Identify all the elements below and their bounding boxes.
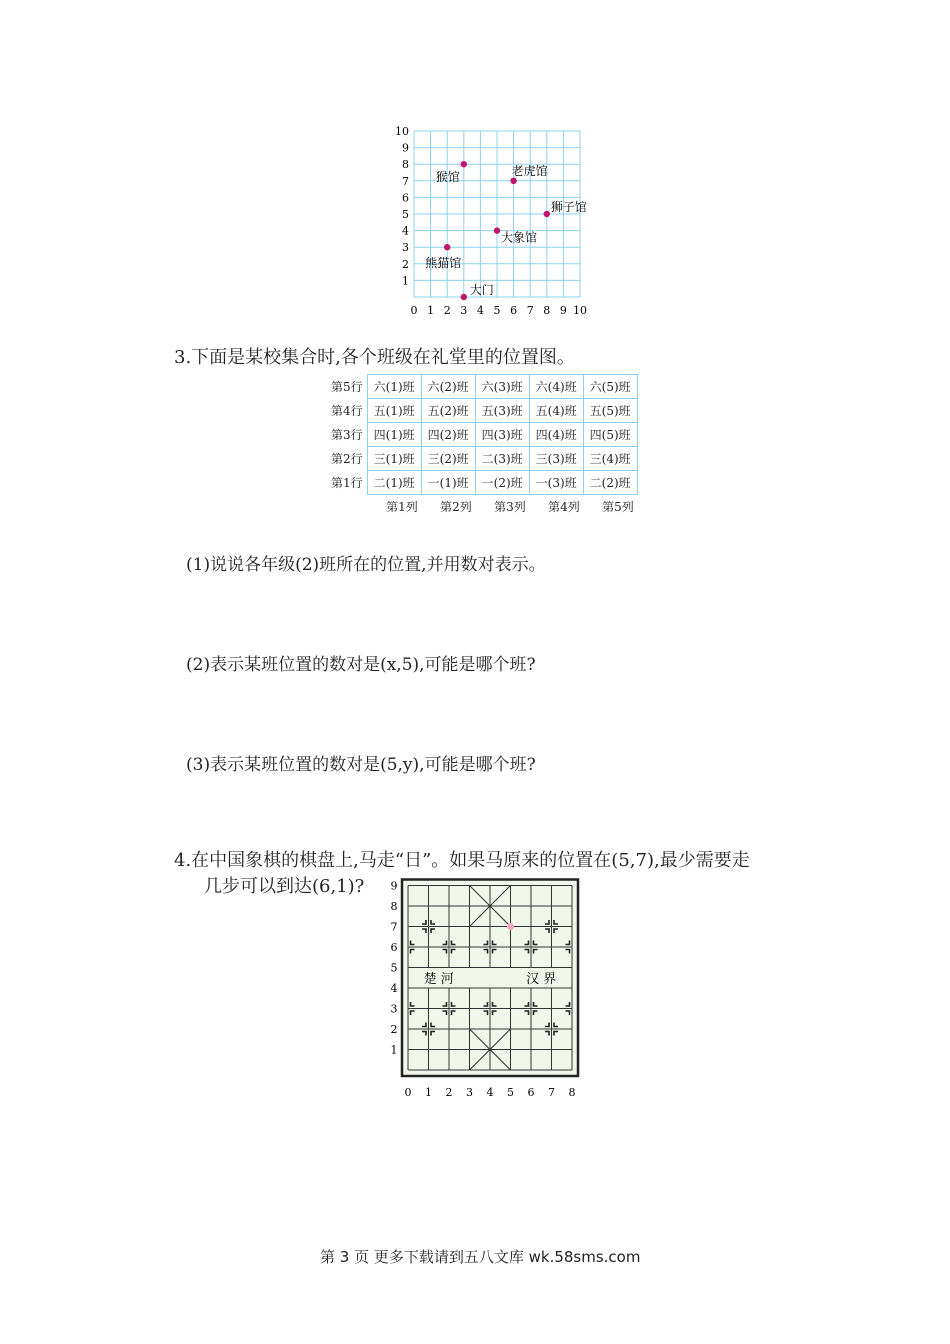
x-tick-label: 3	[466, 1086, 473, 1099]
y-tick-label: 5	[390, 961, 398, 975]
x-tick-label: 2	[445, 1086, 453, 1099]
class-cell: 五(5)班	[583, 399, 637, 423]
horse-position-dot	[507, 923, 514, 930]
class-cell: 二(2)班	[583, 471, 637, 495]
row-label: 第3行	[331, 428, 363, 442]
x-tick-label: 0	[410, 304, 418, 317]
x-tick-label: 1	[425, 1086, 432, 1099]
class-cell: 六(5)班	[583, 375, 637, 399]
row-label: 第4行	[331, 404, 363, 418]
class-position-table	[330, 374, 638, 495]
class-cell: 五(3)班	[475, 399, 529, 423]
x-tick-label: 3	[460, 304, 468, 317]
column-label: 第5列	[602, 500, 634, 514]
y-tick-label: 3	[390, 1002, 398, 1016]
location-point	[494, 227, 500, 233]
column-label: 第4列	[548, 500, 580, 514]
location-label: 猴馆	[435, 170, 460, 185]
x-tick-label: 6	[510, 304, 518, 317]
class-cell: 二(3)班	[475, 447, 529, 471]
class-cell: 一(1)班	[421, 471, 475, 495]
y-tick-label: 9	[402, 141, 409, 155]
row-label: 第2行	[331, 452, 363, 466]
x-tick-label: 5	[507, 1086, 514, 1099]
class-cell: 五(4)班	[529, 399, 583, 423]
x-tick-label: 10	[573, 304, 587, 317]
question-3-part-2: (2)表示某班位置的数对是(x,5),可能是哪个班?	[186, 655, 536, 675]
class-cell: 四(3)班	[475, 423, 529, 447]
x-tick-label: 4	[486, 1086, 494, 1099]
class-cell: 二(1)班	[367, 471, 421, 495]
class-cell: 五(1)班	[367, 399, 421, 423]
x-tick-label: 7	[548, 1086, 555, 1099]
class-cell: 六(2)班	[421, 375, 475, 399]
y-tick-label: 4	[402, 224, 409, 238]
class-cell: 三(1)班	[367, 447, 421, 471]
y-tick-label: 7	[390, 920, 398, 934]
table-row	[330, 471, 637, 495]
location-label: 熊猫馆	[425, 256, 462, 271]
class-cell: 四(1)班	[367, 423, 421, 447]
class-cell: 四(2)班	[421, 423, 475, 447]
question-3-title: 3.下面是某校集合时,各个班级在礼堂里的位置图。	[174, 347, 575, 368]
y-tick-label: 5	[402, 208, 409, 221]
y-tick-label: 1	[402, 274, 409, 288]
location-label: 大象馆	[501, 230, 538, 245]
question-4-line-1: 4.在中国象棋的棋盘上,马走“日”。如果马原来的位置在(5,7),最少需要走	[174, 850, 750, 871]
y-tick-label: 9	[390, 879, 398, 893]
y-tick-label: 8	[402, 158, 409, 172]
location-label: 狮子馆	[550, 200, 587, 214]
page-footer: 第 3 页 更多下载请到五八文库 wk.58sms.com	[320, 1248, 641, 1266]
class-cell: 三(2)班	[421, 447, 475, 471]
y-tick-label: 2	[402, 257, 409, 271]
class-cell: 六(1)班	[367, 375, 421, 399]
column-labels	[377, 498, 647, 516]
class-cell: 六(4)班	[529, 375, 583, 399]
y-tick-label: 3	[402, 241, 409, 255]
location-point	[461, 294, 467, 300]
x-tick-label: 8	[568, 1086, 576, 1099]
x-tick-label: 2	[443, 304, 451, 317]
column-label: 第3列	[494, 500, 526, 514]
table-row	[330, 375, 637, 399]
location-point	[444, 244, 450, 250]
chinese-chess-board	[380, 879, 590, 1114]
table-row	[330, 447, 637, 471]
class-cell: 三(3)班	[529, 447, 583, 471]
class-cell: 五(2)班	[421, 399, 475, 423]
y-tick-label: 4	[390, 982, 398, 995]
location-point	[510, 178, 516, 184]
x-tick-label: 6	[527, 1086, 535, 1099]
y-tick-label: 7	[402, 174, 409, 188]
question-4-line-2: 几步可以到达(6,1)?	[204, 876, 365, 897]
x-tick-label: 9	[559, 304, 567, 317]
y-tick-label: 8	[390, 900, 398, 913]
question-3-part-1: (1)说说各年级(2)班所在的位置,并用数对表示。	[186, 555, 546, 575]
y-tick-label: 10	[395, 125, 409, 138]
x-tick-label: 8	[543, 304, 551, 317]
class-cell: 四(5)班	[583, 423, 637, 447]
row-label: 第1行	[331, 476, 363, 490]
x-tick-label: 0	[404, 1086, 412, 1099]
x-tick-label: 1	[427, 304, 435, 317]
y-tick-label: 2	[390, 1023, 398, 1036]
class-cell: 一(3)班	[529, 471, 583, 495]
class-cell: 四(4)班	[529, 423, 583, 447]
y-tick-label: 6	[402, 191, 409, 205]
x-tick-label: 5	[493, 304, 501, 317]
zoo-coordinate-grid	[390, 122, 605, 322]
y-tick-label: 6	[390, 941, 398, 954]
column-label: 第2列	[440, 500, 472, 514]
location-point	[461, 161, 467, 167]
x-tick-label: 7	[526, 304, 534, 317]
row-label: 第5行	[331, 380, 363, 394]
river-label-right: 汉 界	[526, 971, 557, 987]
column-label: 第1列	[386, 500, 418, 514]
class-cell: 一(2)班	[475, 471, 529, 495]
question-3-part-3: (3)表示某班位置的数对是(5,y),可能是哪个班?	[186, 755, 536, 775]
y-tick-label: 1	[390, 1043, 398, 1057]
table-row	[330, 399, 637, 423]
class-cell: 六(3)班	[475, 375, 529, 399]
location-label: 老虎馆	[511, 163, 548, 178]
x-tick-label: 4	[476, 304, 484, 317]
location-point	[544, 211, 550, 217]
river-label-left: 楚 河	[423, 971, 454, 987]
table-row	[330, 423, 637, 447]
class-cell: 三(4)班	[583, 447, 637, 471]
location-label: 大门	[469, 283, 494, 297]
